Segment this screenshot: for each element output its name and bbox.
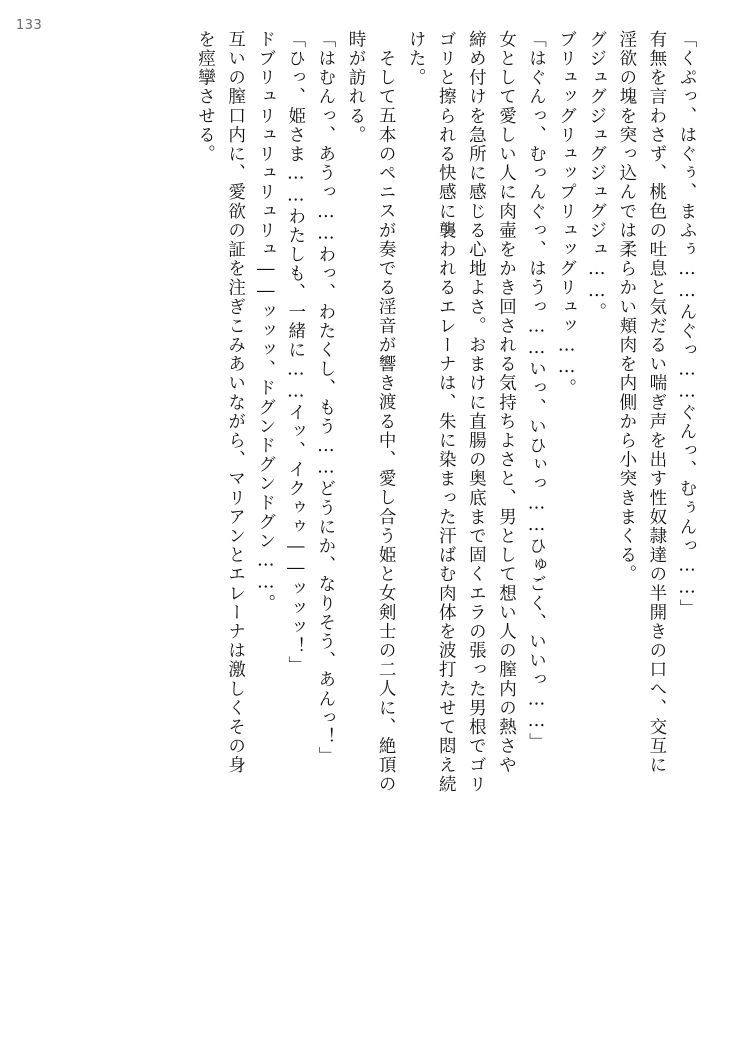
- text-line: 有無を言わさず、桃色の吐息と気だるい喘ぎ声を出す性奴隷達の半開きの口へ、交互に: [646, 30, 667, 775]
- text-line: けた。: [406, 30, 427, 88]
- text-line: そして五本のペニスが奏でる淫音が響き渡る中、愛し合う姫と女剣士の二人に、絶頂の: [376, 49, 397, 794]
- text-line: 「はむんっ、あうっ……わっ、わたくし、もう……どうにか、なりそう、あんっ！」: [315, 30, 336, 766]
- text-line: 時が訪れる。: [345, 30, 366, 145]
- text-line: を痙攣させる。: [195, 30, 216, 164]
- text-line: 締め付けを急所に感じる心地よさ。おまけに直腸の奥底まで固くエラの張った男根でゴリ: [466, 30, 487, 794]
- text-line: 「くぷっ、はぐぅ、まふぅ……んぐっ……ぐんっ、むぅんっ……」: [677, 30, 697, 618]
- text-line: ブリュッグリュップリュッグリュッ……。: [556, 30, 577, 398]
- text-line: 女として愛しい人に肉壷をかき回される気持ちよさと、男として想い人の膣内の熱さや: [496, 30, 517, 775]
- vertical-text-body: [60, 30, 702, 1014]
- text-line: 「はぐんっ、むっんぐっ、はうっ……いっ、いひぃっ……ひゅごく、いいっ……」: [526, 30, 547, 752]
- text-line: 「ひっ、姫さま……わたしも、一緒に……イッ、イクゥゥ――ッッッ！」: [285, 30, 306, 676]
- text-line: 淫欲の塊を突っ込んでは柔らかい頬肉を内側から小突きまくる。: [616, 30, 637, 584]
- text-line: ドブリュリュリュリュリュ――ッッッ、ドグンドグンドグン……。: [255, 30, 276, 613]
- text-line: 互いの膣口内に、愛欲の証を注ぎこみあいながら、マリアンとエレーナは激しくその身: [225, 30, 246, 775]
- page-number: 133: [16, 18, 43, 33]
- text-line: グジュグジュグジュグジュ……。: [586, 30, 607, 322]
- text-line: ゴリと擦られる快感に襲われるエレーナは、朱に染まった汗ばむ肉体を波打たせて悶え続: [436, 30, 457, 794]
